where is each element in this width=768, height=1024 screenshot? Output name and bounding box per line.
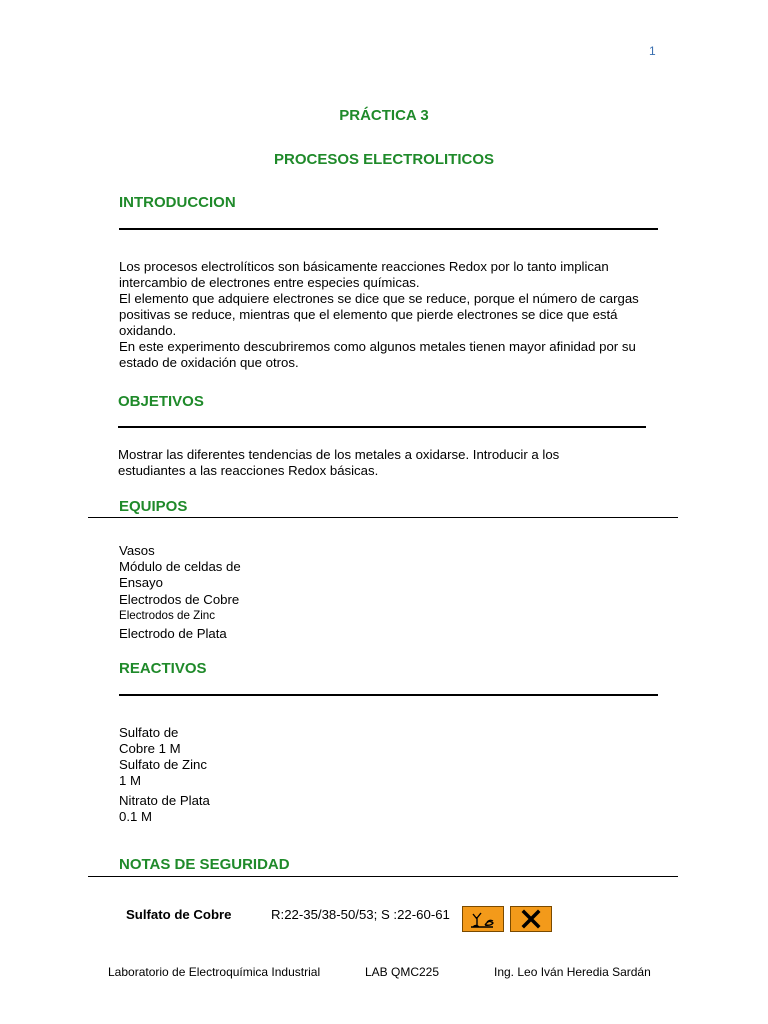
introduction-paragraph: El elemento que adquiere electrones se dice que se reduce, porque el número de cargas positivas se reduce, mientras que el elemento que pierde electrones se dice que está oxidando.	[119, 291, 639, 338]
footer-course-code: LAB QMC225	[365, 965, 440, 979]
list-item: 1 M	[119, 773, 141, 788]
page-number: 1	[649, 44, 656, 58]
list-item: Módulo de celdas de	[119, 559, 241, 574]
safety-heading: NOTAS DE SEGURIDAD	[119, 856, 290, 873]
list-item: Nitrato de Plata	[119, 793, 210, 808]
list-item: Cobre 1 M	[119, 741, 181, 756]
list-item: Sulfato de	[119, 725, 179, 740]
equipment-list	[119, 543, 241, 642]
section-divider	[88, 876, 678, 877]
objectives-heading: OBJETIVOS	[118, 393, 204, 410]
page-subtitle: PROCESOS ELECTROLITICOS	[273, 151, 495, 168]
list-item: 0.1 M	[119, 809, 152, 824]
safety-substance: Sulfato de Cobre	[126, 907, 232, 922]
harmful-irritant-icon	[510, 906, 552, 932]
introduction-paragraph: En este experimento descubriremos como algunos metales tienen mayor afinidad por su estado de oxidación que otros.	[119, 339, 636, 370]
page-title: PRÁCTICA 3	[339, 107, 429, 124]
equipment-heading: EQUIPOS	[119, 498, 188, 515]
environment-hazard-icon	[462, 906, 504, 932]
introduction-heading: INTRODUCCION	[119, 194, 236, 211]
list-item: Vasos	[119, 543, 155, 558]
reagents-heading: REACTIVOS	[119, 660, 207, 677]
section-divider	[119, 228, 658, 230]
safety-codes: R:22-35/38-50/53; S :22-60-61	[271, 907, 450, 922]
list-item: Ensayo	[119, 575, 163, 590]
footer-author: Ing. Leo Iván Heredia Sardán	[494, 965, 651, 979]
list-item: Electrodo de Plata	[119, 626, 227, 641]
footer-lab-name: Laboratorio de Electroquímica Industrial	[108, 965, 321, 979]
section-divider	[88, 517, 678, 518]
section-divider	[119, 694, 658, 696]
list-item: Sulfato de Zinc	[119, 757, 207, 772]
objectives-text: Mostrar las diferentes tendencias de los metales a oxidarse. Introducir a los estudiantes a las reacciones Redox básicas.	[118, 447, 560, 478]
list-item: Electrodos de Zinc	[119, 609, 216, 622]
list-item: Electrodos de Cobre	[119, 592, 240, 607]
introduction-text	[119, 259, 664, 371]
reagents-list	[119, 725, 210, 825]
section-divider	[118, 426, 646, 428]
introduction-paragraph: Los procesos electrolíticos son básicamente reacciones Redox por lo tanto implican intercambio de electrones entre especies químicas.	[119, 259, 609, 290]
